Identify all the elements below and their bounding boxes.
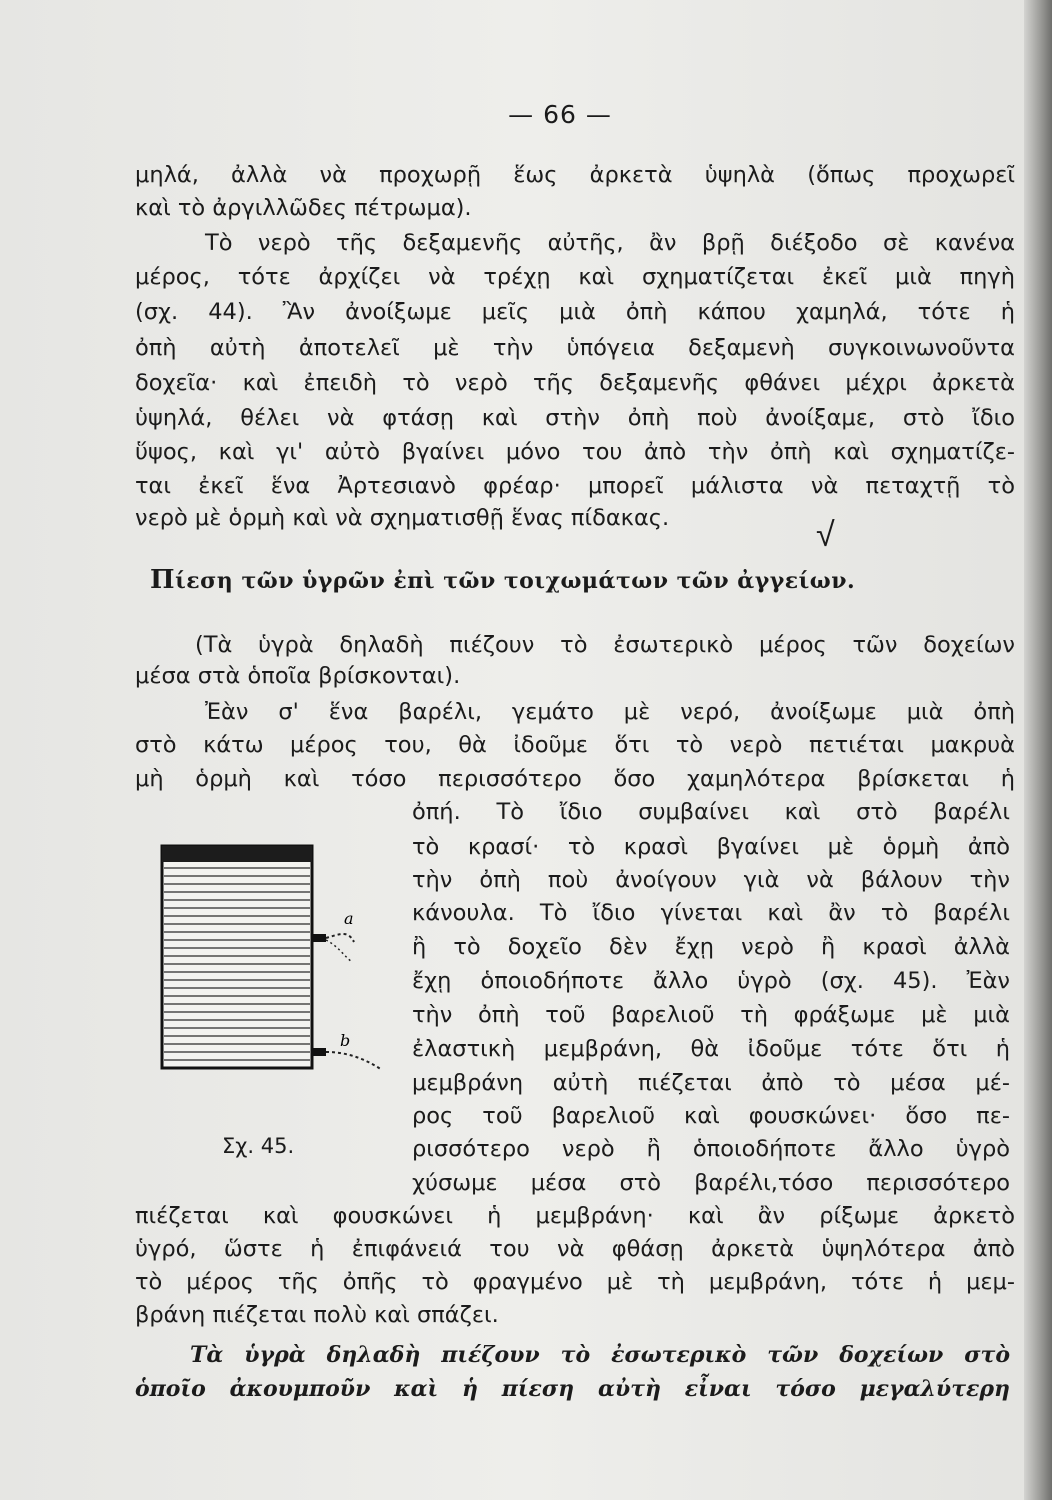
text-line: νερὸ μὲ ὁρμὴ καὶ νὰ σχηματισθῇ ἕνας πίδακας. [135,505,670,531]
text-line: μεμβράνη αὐτὴ πιέζεται ἀπὸ τὸ μέσα μέ- [412,1070,1010,1096]
barrel-figure [160,838,390,1098]
text-line: μέρος, τότε ἀρχίζει νὰ τρέχῃ καὶ σχηματίζεται ἐκεῖ μιὰ πηγὴ [135,264,1015,290]
text-line: δοχεῖα· καὶ ἐπειδὴ τὸ νερὸ τῆς δεξαμενῆς φθάνει μέχρι ἀρκετὰ [135,370,1015,396]
page-edge-shadow [1024,0,1052,1500]
text-line: καὶ τὸ ἀργιλλῶδες πέτρωμα). [135,195,472,221]
text-line: ται ἐκεῖ ἕνα Ἀρτεσιανὸ φρέαρ· μπορεῖ μάλιστα νὰ πεταχτῇ τὸ [135,473,1015,499]
text-line: (Τὰ ὑγρὰ δηλαδὴ πιέζουν τὸ ἐσωτερικὸ μέρος τῶν δοχείων [195,632,1015,658]
text-line: ρος τοῦ βαρελιοῦ καὶ φουσκώνει· ὅσο πε- [412,1103,1010,1129]
heading-text: ίεση τῶν ὑγρῶν ἐπὶ τῶν τοιχωμάτων τῶν ἀγγείων. [175,568,856,594]
text-line: κάνουλα. Τὸ ἴδιο γίνεται καὶ ἂν τὸ βαρέλι [412,900,1010,926]
text-line: μὴ ὁρμὴ καὶ τόσο περισσότερο ὅσο χαμηλότερα βρίσκεται ἡ [135,766,1015,792]
text-line: μηλά, ἀλλὰ νὰ προχωρῇ ἕως ἀρκετὰ ὑψηλὰ (ὅπως προχωρεῖ [135,162,1015,188]
text-line: στὸ κάτω μέρος του, θὰ ἰδοῦμε ὅτι τὸ νερὸ πετιέται μακρυὰ [135,732,1015,758]
upper-jet-lower [326,940,352,962]
text-line: Τὸ νερὸ τῆς δεξαμενῆς αὐτῆς, ἂν βρῇ διέξοδο σὲ κανένα [205,230,1015,256]
handwritten-check-mark: √ [816,515,835,555]
barrel-outline [162,846,312,1068]
barrel-top-band [162,846,312,862]
text-line: ὑγρό, ὥστε ἡ ἐπιφάνειά του νὰ φθάσῃ ἀρκετὰ ὑψηλότερα ἀπὸ [135,1236,1015,1262]
text-line: (σχ. 44). Ἂν ἀνοίξωμε μεῖς μιὰ ὀπὴ κάπου χαμηλά, τότε ἡ [135,299,1015,325]
text-line: ρισσότερο νερὸ ἢ ὁποιοδήποτε ἄλλο ὑγρὸ [412,1136,1010,1162]
text-line: ὕψος, καὶ γι' αὐτὸ βγαίνει μόνο του ἀπὸ τὴν ὀπὴ καὶ σχηματίζε- [135,439,1015,465]
text-line: ὀπὴ αὐτὴ ἀποτελεῖ μὲ τὴν ὑπόγεια δεξαμενὴ συγκοινωνοῦντα [135,335,1015,361]
text-line: ἢ τὸ δοχεῖο δὲν ἔχῃ νερὸ ἢ κρασὶ ἀλλὰ [412,934,1010,960]
text-line: ὑψηλά, θέλει νὰ φτάσῃ καὶ στὴν ὀπὴ ποὺ ἀνοίξαμε, στὸ ἴδιο [135,405,1015,431]
text-line: βράνη πιέζεται πολὺ καὶ σπάζει. [135,1302,499,1328]
upper-spout [312,934,326,942]
text-line: ἔχῃ ὁποιοδήποτε ἄλλο ὑγρὸ (σχ. 45). Ἐὰν [412,968,1010,994]
emphasis-line: Τὰ ὑγρὰ δηλαδὴ πιέζουν τὸ ἐσωτερικὸ τῶν δοχείων στὸ [190,1342,1010,1368]
text-line: Ἐὰν σ' ἕνα βαρέλι, γεμάτο μὲ νερό, ἀνοίξωμε μιὰ ὀπὴ [205,699,1015,725]
emphasis-line: ὁποῖο ἀκουμποῦν καὶ ἡ πίεση αὐτὴ εἶναι τόσο μεγαλύτερη [135,1376,1010,1402]
text-line: μέσα στὰ ὁποῖα βρίσκονται). [135,663,461,689]
text-line: τὴν ὀπὴ ποὺ ἀνοίγουν γιὰ νὰ βάλουν τὴν [412,867,1010,893]
lower-spout [312,1048,326,1056]
text-line: τὸ μέρος τῆς ὀπῆς τὸ φραγμένο μὲ τὴ μεμβράνη, τότε ἡ μεμ- [135,1269,1015,1295]
heading-initial: Π [150,565,176,595]
text-line: ὀπή. Τὸ ἴδιο συμβαίνει καὶ στὸ βαρέλι [412,799,1010,825]
text-line: τὴν ὀπὴ τοῦ βαρελιοῦ τὴ φράξωμε μὲ μιὰ [412,1002,1010,1028]
text-line: χύσωμε μέσα στὸ βαρέλι,τόσο περισσότερο [412,1170,1010,1196]
figure-caption: Σχ. 45. [222,1134,295,1158]
text-line: ἐλαστικὴ μεμβράνη, θὰ ἰδοῦμε τότε ὅτι ἡ [412,1036,1010,1062]
lower-jet [326,1052,382,1070]
figure-label-a: a [344,909,354,928]
page-number: — 66 — [508,100,612,129]
upper-jet [326,934,354,942]
figure-label-b: b [340,1031,351,1050]
text-line: πιέζεται καὶ φουσκώνει ἡ μεμβράνη· καὶ ἂν ρίξωμε ἀρκετὸ [135,1203,1015,1229]
text-line: τὸ κρασί· τὸ κρασὶ βγαίνει μὲ ὁρμὴ ἀπὸ [412,834,1010,860]
section-heading [150,565,1020,595]
